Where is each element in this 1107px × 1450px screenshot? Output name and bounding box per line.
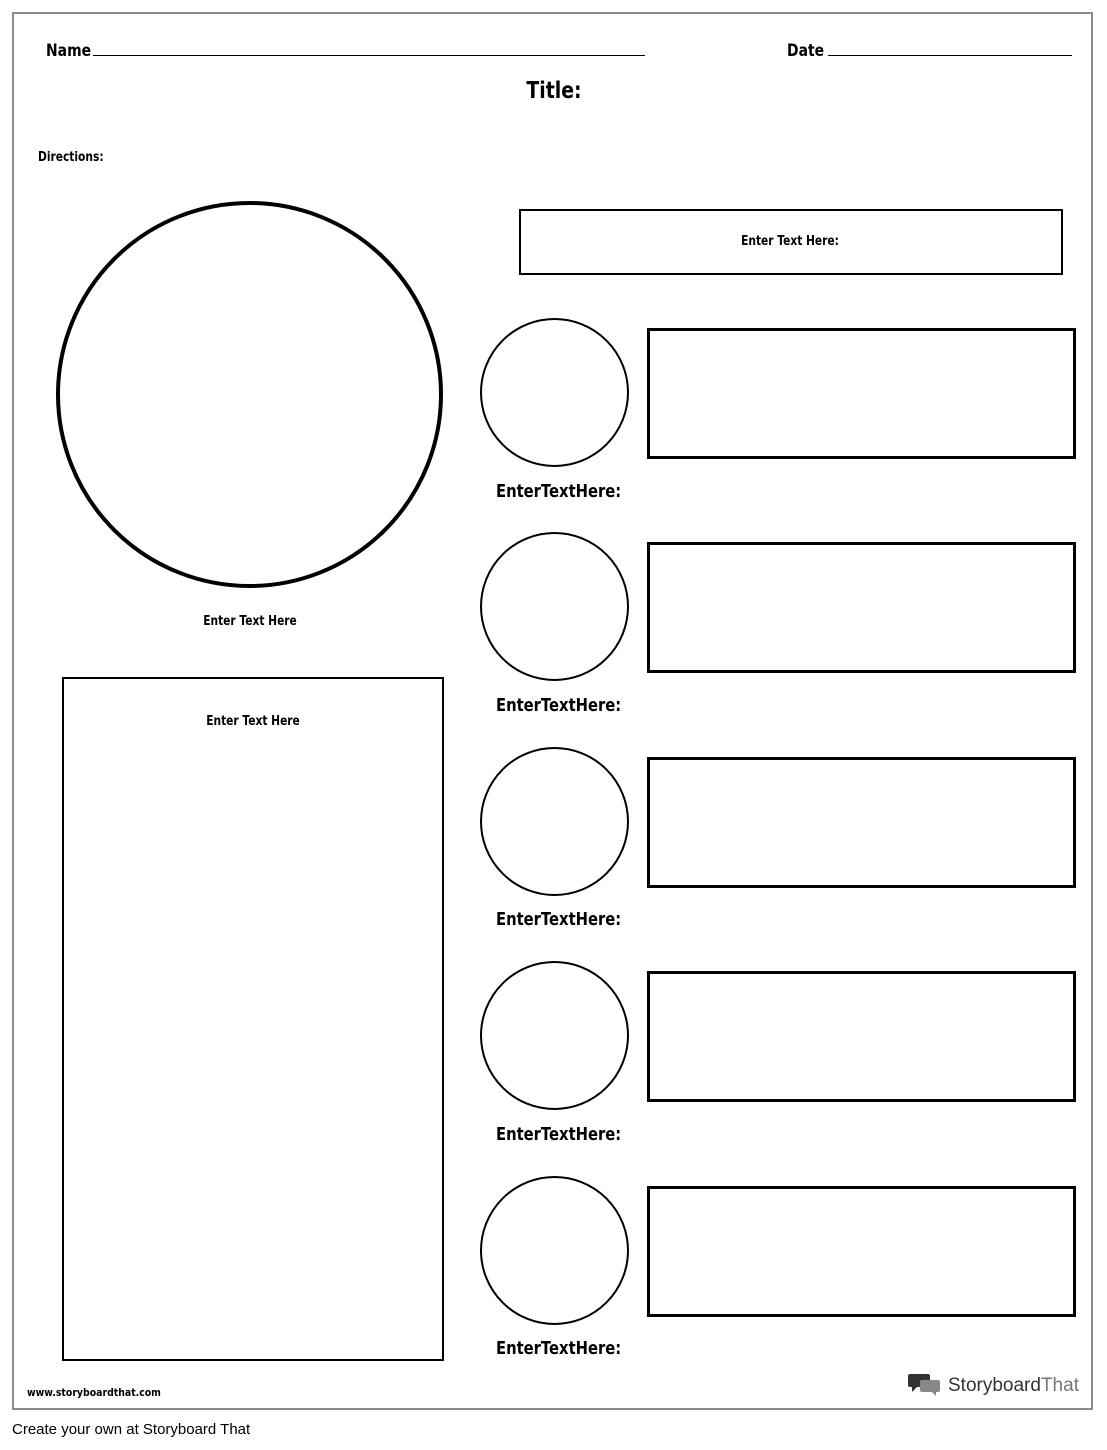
tall-text-box-label: Enter Text Here xyxy=(206,714,300,729)
date-label: Date xyxy=(787,41,825,61)
row-circle[interactable] xyxy=(480,318,629,467)
row-circle[interactable] xyxy=(480,1176,629,1325)
name-label: Name xyxy=(46,41,92,61)
row-caption: EnterTextHere: xyxy=(496,481,622,502)
storyboardthat-logo[interactable] xyxy=(908,1372,1079,1400)
row-text-box[interactable] xyxy=(647,328,1076,459)
credit-link[interactable]: Create your own at Storyboard That xyxy=(12,1421,251,1438)
name-line[interactable] xyxy=(93,55,645,56)
row-text-box[interactable] xyxy=(647,971,1076,1102)
row-text-box[interactable] xyxy=(647,1186,1076,1317)
top-text-box-label: Enter Text Here: xyxy=(741,234,839,249)
date-line[interactable] xyxy=(828,55,1072,56)
large-circle[interactable] xyxy=(56,201,443,588)
row-caption: EnterTextHere: xyxy=(496,1124,622,1145)
row-text-box[interactable] xyxy=(647,542,1076,673)
row-circle[interactable] xyxy=(480,532,629,681)
tall-text-box[interactable] xyxy=(62,677,444,1361)
row-caption: EnterTextHere: xyxy=(496,695,622,716)
row-circle[interactable] xyxy=(480,961,629,1110)
logo-text-main: Storyboard xyxy=(948,1375,1041,1396)
page-title: Title: xyxy=(526,78,582,104)
row-circle[interactable] xyxy=(480,747,629,896)
footer-url[interactable]: www.storyboardthat.com xyxy=(27,1386,161,1399)
directions-label: Directions: xyxy=(38,150,104,165)
logo-text-light: That xyxy=(1040,1375,1079,1396)
speech-bubbles-icon xyxy=(908,1371,942,1402)
row-text-box[interactable] xyxy=(647,757,1076,888)
large-circle-caption: Enter Text Here xyxy=(203,614,297,629)
row-caption: EnterTextHere: xyxy=(496,909,622,930)
row-caption: EnterTextHere: xyxy=(496,1338,622,1359)
